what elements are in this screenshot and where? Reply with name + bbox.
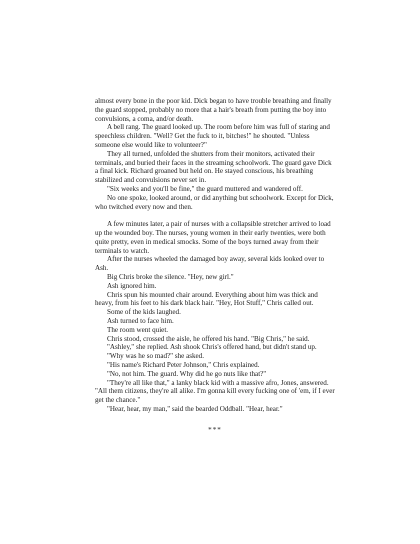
paragraph: "Why was he so mad?" she asked. <box>107 352 204 361</box>
paragraph: "Ashley," she replied. Ash shook Chris's offered hand, but didn't stand up. <box>107 343 317 352</box>
paragraph: They all turned, unfolded the shutters from their monitors, activated their terminals, and buried their faces in the streaming schoolwork. The guard gave Dick a final kick. Richard groaned but held on. He stayed conscious, his breathing stabilized and convulsions never set in. <box>95 149 332 185</box>
paragraph: "His name's Richard Peter Johnson," Chris explained. <box>107 360 260 369</box>
paragraph: "Hear, hear, my man," said the bearded Oddball. "Hear, hear." <box>107 404 283 413</box>
paragraph: Ash ignored him. <box>107 281 157 290</box>
paragraph: "Six weeks and you'll be fine," the guard muttered and wandered off. <box>107 184 303 193</box>
paragraph-gap <box>95 211 335 220</box>
paragraph: Big Chris broke the silence. "Hey, new girl." <box>107 272 234 281</box>
paragraph: A bell rang. The guard looked up. The room before him was full of staring and speechless children. "Well? Get the fuck to it, bitches!" he shouted. "Unless someone else would like to volunteer?" <box>95 123 330 149</box>
paragraph: almost every bone in the poor kid. Dick began to have trouble breathing and finally the guard stopped, probably no more that a hair's breath from putting the boy into convulsions, a coma, and/or death. <box>95 97 332 123</box>
paragraph: Chris spun his mounted chair around. Everything about him was thick and heavy, from his feet to his dark black hair. "Hey, Hot Stuff," Chris called out. <box>95 290 318 308</box>
paragraph: No one spoke, looked around, or did anything but schoolwork. Except for Dick, who twitched every now and then. <box>95 193 334 211</box>
paragraph: "They're all like that," a lanky black kid with a massive afro, Jones, answered. "All them citizens, they're all alike. I'm gonna kill every fucking one of 'em, if I ever get the chance." <box>95 378 335 405</box>
paragraph: The room went quiet. <box>107 325 169 334</box>
paragraph: Some of the kids laughed. <box>107 308 181 317</box>
paragraph: Ash turned to face him. <box>107 316 174 325</box>
section-separator: *** <box>208 425 222 434</box>
paragraph: A few minutes later, a pair of nurses with a collapsible stretcher arrived to load up the wounded boy. The nurses, young women in their early twenties, were both quite pretty, even in medical smocks. Some of the boys turned away from their terminals to watch. <box>95 220 331 255</box>
paragraph: Chris stood, crossed the aisle, he offered his hand. "Big Chris," he said. <box>107 334 310 343</box>
body-text <box>95 97 335 434</box>
paragraph: After the nurses wheeled the damaged boy away, several kids looked over to Ash. <box>95 255 325 273</box>
paragraph: "No, not him. The guard. Why did he go nuts like that?" <box>107 369 267 378</box>
